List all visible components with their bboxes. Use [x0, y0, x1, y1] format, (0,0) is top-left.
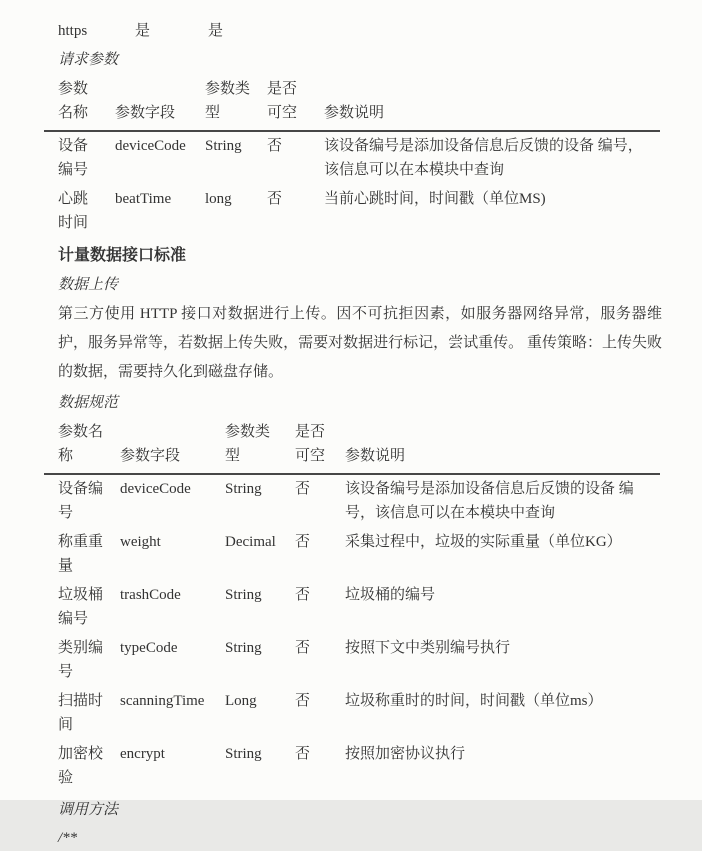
- table-row: [44, 581, 660, 634]
- param-description-cell: 该设备编号是添加设备信息后反馈的设备 编号，该信息可以在本模块中查询: [324, 138, 643, 178]
- param-type-cell: String: [225, 746, 262, 762]
- request-params-heading: 请求参数: [58, 52, 119, 68]
- param-description-cell: 采集过程中，垃圾的实际重量（单位KG）: [345, 534, 622, 550]
- param-field-cell: trashCode: [120, 587, 181, 603]
- param-nullable-cell: 否: [295, 693, 311, 709]
- table-header-row: [44, 418, 660, 474]
- header-param-name: 参数名称: [58, 81, 89, 121]
- table-row: [44, 528, 660, 581]
- param-type-cell: Decimal: [225, 534, 276, 550]
- param-type-cell: long: [205, 191, 232, 207]
- table-body: [44, 131, 660, 238]
- data-spec-heading: 数据规范: [58, 395, 119, 411]
- table-row: [44, 185, 660, 238]
- data-spec-table: [44, 418, 660, 793]
- table-header: [44, 75, 660, 131]
- param-field-cell: scanningTime: [120, 693, 205, 709]
- header-param-field: 参数字段: [120, 448, 181, 464]
- param-name-cell: 扫描时间: [58, 693, 104, 733]
- invoke-method-heading: 调用方法: [58, 802, 119, 818]
- data-upload-heading: 数据上传: [58, 277, 119, 293]
- param-name-cell: 心跳时间: [58, 191, 89, 231]
- code-comment-open: /**: [58, 830, 78, 846]
- param-field-cell: beatTime: [115, 191, 172, 207]
- header-param-type: 参数类型: [205, 81, 251, 121]
- param-description-cell: 按照下文中类别编号执行: [345, 640, 511, 656]
- table-body: [44, 474, 660, 793]
- param-name-cell: 设备编号: [58, 138, 89, 178]
- header-param-nullable: 是否可空: [295, 424, 326, 464]
- request-params-table: [44, 75, 660, 238]
- table-row: [44, 687, 660, 740]
- param-nullable-cell: 否: [267, 191, 283, 207]
- protocol-flag-1: 是: [135, 23, 151, 39]
- param-nullable-cell: 否: [295, 534, 311, 550]
- param-nullable-cell: 否: [295, 587, 311, 603]
- param-name-cell: 称重重量: [58, 534, 104, 574]
- param-nullable-cell: 否: [295, 746, 311, 762]
- protocol-flag-2: 是: [208, 23, 224, 39]
- table-row: [44, 131, 660, 185]
- header-param-name: 参数名称: [58, 424, 104, 464]
- param-description-cell: 垃圾桶的编号: [345, 587, 436, 603]
- param-description-cell: 该设备编号是添加设备信息后反馈的设备 编号，该信息可以在本模块中查询: [345, 481, 634, 521]
- param-name-cell: 类别编号: [58, 640, 104, 680]
- table-header: [44, 418, 660, 474]
- previous-table-last-row: [44, 18, 662, 44]
- param-type-cell: String: [225, 640, 262, 656]
- param-description-cell: 当前心跳时间，时间戳（单位MS): [324, 191, 546, 207]
- param-field-cell: weight: [120, 534, 161, 550]
- param-type-cell: String: [225, 587, 262, 603]
- header-param-field: 参数字段: [115, 105, 176, 121]
- param-field-cell: deviceCode: [120, 481, 191, 497]
- table-row: [44, 474, 660, 528]
- metering-standard-title: 计量数据接口标准: [58, 247, 187, 264]
- table-row: [44, 740, 660, 793]
- table-row: [44, 634, 660, 687]
- header-param-nullable: 是否可空: [267, 81, 298, 121]
- param-type-cell: String: [205, 138, 242, 154]
- param-field-cell: encrypt: [120, 746, 165, 762]
- param-type-cell: Long: [225, 693, 257, 709]
- data-upload-paragraph: 第三方使用 HTTP 接口对数据进行上传。因不可抗拒因素，如服务器网络异常，服务器维护，服务异常等，若数据上传失败，需要对数据进行标记，尝试重传。 重传策略：上传失败的数据，需要持久化到磁盘存储。: [58, 306, 662, 380]
- param-description-cell: 按照加密协议执行: [345, 746, 466, 762]
- param-field-cell: deviceCode: [115, 138, 186, 154]
- param-description-cell: 垃圾称重时的时间，时间戳（单位ms）: [345, 693, 603, 709]
- table-header-row: [44, 75, 660, 131]
- param-field-cell: typeCode: [120, 640, 178, 656]
- header-param-description: 参数说明: [324, 105, 385, 121]
- param-nullable-cell: 否: [295, 481, 311, 497]
- header-param-description: 参数说明: [345, 448, 406, 464]
- protocol-value: https: [58, 23, 88, 39]
- param-name-cell: 加密校验: [58, 746, 104, 786]
- param-name-cell: 垃圾桶编号: [58, 587, 104, 627]
- header-param-type: 参数类型: [225, 424, 271, 464]
- param-type-cell: String: [225, 481, 262, 497]
- param-nullable-cell: 否: [267, 138, 283, 154]
- param-name-cell: 设备编号: [58, 481, 104, 521]
- param-nullable-cell: 否: [295, 640, 311, 656]
